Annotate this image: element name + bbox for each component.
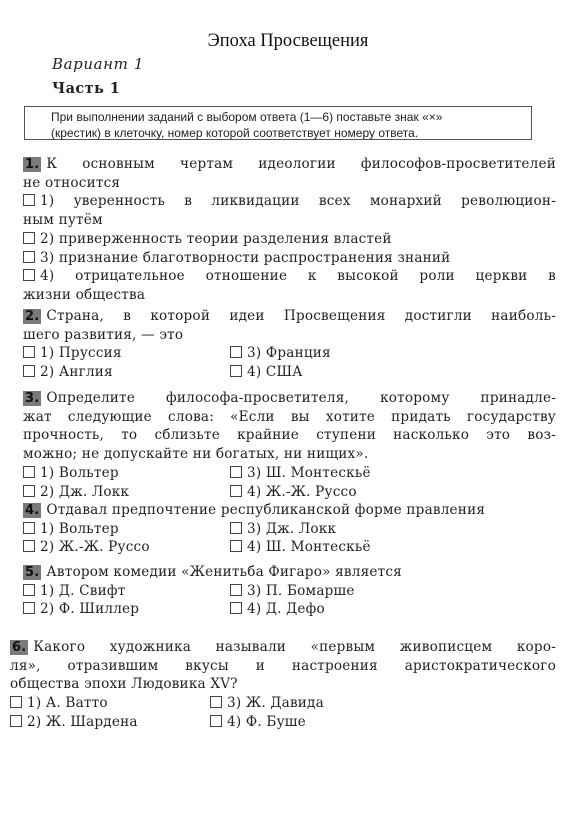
option-2[interactable]: 2) Ж.-Ж. Руссо bbox=[23, 538, 150, 557]
question-2 bbox=[23, 307, 556, 382]
option-1-cont: ным путём bbox=[23, 212, 103, 229]
option-1[interactable]: 1) уверенность в ликвидации всех монархий революцион- bbox=[23, 192, 556, 211]
option-4[interactable]: 4) США bbox=[230, 363, 303, 382]
question-text-line: можно; не допускайте ни богатых, ни нищих». bbox=[23, 446, 369, 463]
option-4[interactable]: 4) Д. Дефо bbox=[230, 600, 325, 619]
question-number: 3. bbox=[25, 391, 40, 406]
question-text-line: шего развития, — это bbox=[23, 326, 184, 343]
checkbox[interactable] bbox=[230, 540, 242, 552]
question-number: 5. bbox=[25, 565, 40, 580]
option-1[interactable]: 1) А. Ватто bbox=[10, 694, 108, 713]
option-3[interactable]: 3) Франция bbox=[230, 344, 331, 363]
question-6 bbox=[10, 638, 556, 731]
option-1[interactable]: 1) Пруссия bbox=[23, 344, 122, 363]
question-text-line: не относится bbox=[23, 174, 121, 191]
option-2[interactable]: 2) приверженность теории разделения властей bbox=[23, 230, 556, 249]
option-1[interactable]: 1) Д. Свифт bbox=[23, 582, 125, 601]
option-2[interactable]: 2) Ф. Шиллер bbox=[23, 600, 139, 619]
checkbox[interactable] bbox=[23, 485, 35, 497]
question-text-line: 6. Какого художника называли «первым живописцем коро- bbox=[12, 639, 556, 655]
checkbox[interactable] bbox=[23, 466, 35, 478]
variant-label: Вариант 1 bbox=[52, 55, 144, 73]
option-4[interactable]: 4) Ш. Монтескьё bbox=[230, 538, 371, 557]
option-2[interactable]: 2) Англия bbox=[23, 363, 113, 382]
checkbox[interactable] bbox=[23, 269, 35, 281]
checkbox[interactable] bbox=[23, 232, 35, 244]
question-number: 4. bbox=[25, 503, 40, 518]
option-3[interactable]: 3) признание благотворности распространения знаний bbox=[23, 249, 556, 268]
option-1[interactable]: 1) Вольтер bbox=[23, 464, 119, 483]
option-4-cont: жизни общества bbox=[23, 286, 146, 303]
checkbox[interactable] bbox=[23, 602, 35, 614]
question-text-line: 1. К основным чертам идеологии философов-просветителей bbox=[25, 156, 556, 172]
question-text-line: 3. Определите философа-просветителя, которому принадле- bbox=[25, 390, 556, 406]
question-text-line: прочность, то сблизьте крайние ступени насколько это воз- bbox=[23, 427, 556, 444]
instructions-line: (крестик) в клеточку, номер которой соответствует номеру ответа. bbox=[51, 126, 419, 140]
checkbox[interactable] bbox=[23, 346, 35, 358]
option-3[interactable]: 3) Ж. Давида bbox=[210, 694, 324, 713]
checkbox[interactable] bbox=[23, 194, 35, 206]
checkbox[interactable] bbox=[23, 540, 35, 552]
checkbox[interactable] bbox=[230, 602, 242, 614]
checkbox[interactable] bbox=[230, 584, 242, 596]
option-4[interactable]: 4) Ж.-Ж. Руссо bbox=[230, 483, 357, 502]
checkbox[interactable] bbox=[210, 696, 222, 708]
checkbox[interactable] bbox=[210, 715, 222, 727]
question-number: 6. bbox=[12, 640, 27, 655]
checkbox[interactable] bbox=[23, 584, 35, 596]
checkbox[interactable] bbox=[10, 696, 22, 708]
option-3[interactable]: 3) П. Бомарше bbox=[230, 582, 355, 601]
question-text-line: 4. Отдавал предпочтение республиканской форме правления bbox=[25, 502, 486, 518]
part-label: Часть 1 bbox=[52, 80, 121, 97]
checkbox[interactable] bbox=[230, 522, 242, 534]
checkbox[interactable] bbox=[23, 365, 35, 377]
question-text-line: 5. Автором комедии «Женитьба Фигаро» является bbox=[25, 564, 402, 580]
checkbox[interactable] bbox=[10, 715, 22, 727]
question-number: 2. bbox=[25, 309, 40, 324]
question-3 bbox=[23, 389, 556, 501]
instructions-box bbox=[24, 106, 532, 140]
question-text-line: ля», отразившим вкусы и настроения аристократического bbox=[10, 657, 556, 674]
page-title: Эпоха Просвещения bbox=[207, 31, 369, 51]
question-4 bbox=[23, 501, 556, 557]
option-2[interactable]: 2) Ж. Шардена bbox=[10, 713, 138, 732]
option-3[interactable]: 3) Дж. Локк bbox=[230, 520, 336, 539]
checkbox[interactable] bbox=[230, 485, 242, 497]
question-number: 1. bbox=[25, 157, 40, 172]
option-2[interactable]: 2) Дж. Локк bbox=[23, 483, 129, 502]
question-1 bbox=[23, 155, 556, 305]
checkbox[interactable] bbox=[23, 251, 35, 263]
option-4[interactable]: 4) Ф. Буше bbox=[210, 713, 306, 732]
question-text-line: 2. Страна, в которой идеи Просвещения достигли наиболь- bbox=[25, 308, 556, 324]
checkbox[interactable] bbox=[23, 522, 35, 534]
question-text-line: общества эпохи Людовика XV? bbox=[10, 676, 238, 693]
question-text-line: жат следующие слова: «Если вы хотите придать государству bbox=[23, 408, 556, 425]
checkbox[interactable] bbox=[230, 346, 242, 358]
option-4[interactable]: 4) отрицательное отношение к высокой роли церкви в bbox=[23, 267, 556, 286]
option-1[interactable]: 1) Вольтер bbox=[23, 520, 119, 539]
instructions-line: При выполнении заданий с выбором ответа (1—6) поставьте знак «×» bbox=[51, 110, 443, 124]
checkbox[interactable] bbox=[230, 365, 242, 377]
question-5 bbox=[23, 563, 556, 619]
option-3[interactable]: 3) Ш. Монтескьё bbox=[230, 464, 371, 483]
checkbox[interactable] bbox=[230, 466, 242, 478]
